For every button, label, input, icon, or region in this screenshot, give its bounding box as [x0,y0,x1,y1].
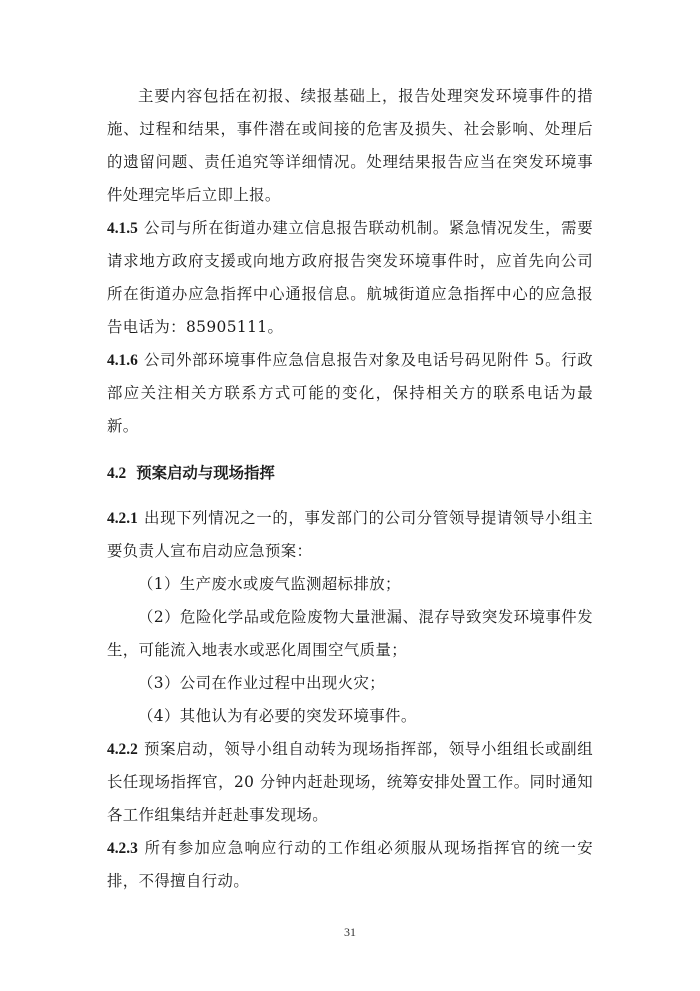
document-body [107,80,593,898]
clause-number: 4.2.1 [107,510,138,527]
list-item: （2）危险化学品或危险废物大量泄漏、混存导致突发环境事件发生，可能流入地表水或恶化周围空气质量； [107,608,593,659]
paragraph-4-1-5 [107,212,593,344]
section-number: 4.2 [107,465,127,482]
clause-number: 4.1.5 [107,220,138,237]
paragraph-4-2-1 [107,502,593,568]
page-number: 31 [344,925,356,939]
clause-text: 出现下列情况之一的，事发部门的公司分管领导提请领导小组主要负责人宣布启动应急预案： [107,509,593,560]
paragraph-4-2-3 [107,832,593,898]
paragraph-4-2-2 [107,733,593,832]
clause-text: 公司外部环境事件应急信息报告对象及电话号码见附件 5。行政部应关注相关方联系方式可能的变化，保持相关方的联系电话为最新。 [107,351,593,435]
paragraph-processing-report: 主要内容包括在初报、续报基础上，报告处理突发环境事件的措施、过程和结果，事件潜在或间接的危害及损失、社会影响、处理后的遗留问题、责任追究等详细情况。处理结果报告应当在突发环境事件处理完毕后立即上报。 [107,87,593,204]
clause-text: 公司与所在街道办建立信息报告联动机制。紧急情况发生，需要请求地方政府支援或向地方政府报告突发环境事件时，应首先向公司所在街道办应急指挥中心通报信息。航城街道应急指挥中心的应急报告电话为：85905111。 [107,219,593,336]
section-title: 预案启动与现场指挥 [136,464,275,482]
clause-text: 预案启动，领导小组自动转为现场指挥部，领导小组组长或副组长任现场指挥官，20 分钟内赶赴现场，统筹安排处置工作。同时通知各工作组集结并赶赴事发现场。 [107,740,593,824]
section-heading-4-2 [107,457,593,490]
clause-number: 4.1.6 [107,352,138,369]
clause-number: 4.2.3 [107,840,138,857]
list-item: （4）其他认为有必要的突发环境事件。 [138,707,417,725]
clause-text: 所有参加应急响应行动的工作组必须服从现场指挥官的统一安排，不得擅自行动。 [107,839,593,890]
clause-number: 4.2.2 [107,741,138,758]
list-item: （1）生产废水或废气监测超标排放； [138,575,401,593]
list-item: （3）公司在作业过程中出现火灾； [138,674,386,692]
paragraph-4-1-6 [107,344,593,443]
